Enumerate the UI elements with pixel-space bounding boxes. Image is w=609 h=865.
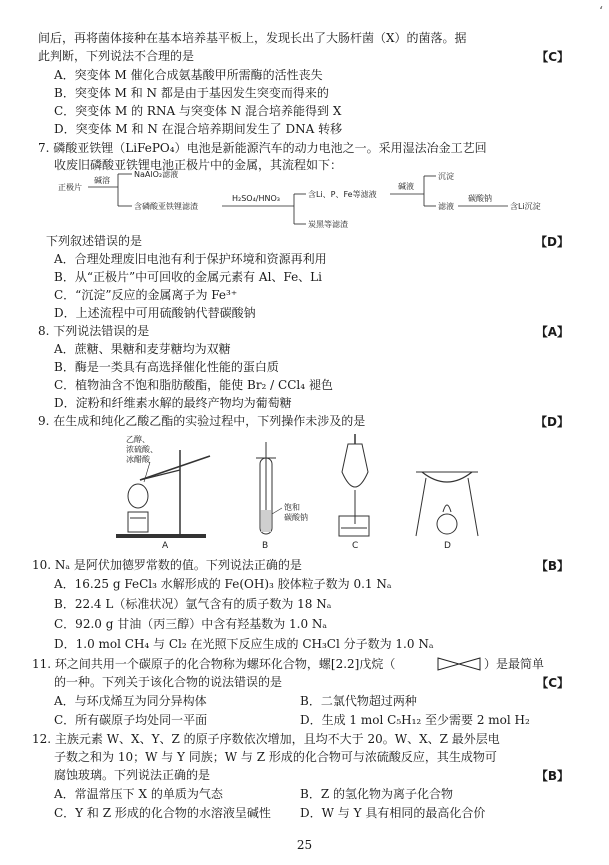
- corner-mark: ‘: [599, 4, 603, 18]
- q8-option-d: D．淀粉和纤维素水解的最终产物均为葡萄糖: [54, 396, 292, 410]
- flow-carbon: 炭黑等滤渣: [308, 220, 348, 229]
- q12-answer: 【B】: [535, 769, 569, 783]
- letter-c: C: [352, 541, 359, 550]
- flow-na2co3: 碳酸钠: [468, 194, 492, 203]
- q11-option-d: D．生成 1 mol C₅H₁₂ 至少需要 2 mol H₂: [300, 713, 530, 727]
- top-line-1: 间后，再将菌体接种在基本培养基平板上，发现长出了大肠杆菌（X）的菌落。据: [38, 31, 467, 45]
- spiropentane-structure: [436, 657, 482, 671]
- q11-option-b: B．二氯代物超过两种: [300, 694, 417, 708]
- q11-line-1a: 11. 环之间共用一个碳原子的化合物称为螺环化合物，螺[2.2]戊烷（: [32, 657, 396, 671]
- top-option-c: C．突变体 M 的 RNA 与突变体 N 混合培养能得到 X: [54, 104, 342, 118]
- q8-answer: 【A】: [535, 325, 569, 339]
- q11-line-2: 的一种。下列关于该化合物的说法错误的是: [54, 675, 283, 689]
- q7-line-2: 收废旧磷酸亚铁锂电池正极片中的金属，其流程如下：: [54, 158, 343, 172]
- flow-filter-residue: 含磷酸亚铁锂滤渣: [134, 202, 198, 211]
- flow-alkali-2: 碱液: [398, 182, 414, 191]
- flow-filtrate: 滤液: [438, 202, 454, 211]
- q8-line-1: 8. 下列说法错误的是: [38, 324, 150, 338]
- q7-option-d: D．上述流程中可用硫酸钠代替碳酸钠: [54, 306, 256, 320]
- flow-start: 正极片: [58, 183, 82, 192]
- q10-answer: 【B】: [535, 559, 569, 573]
- q12-line-1: 12. 主族元素 W、X、Y、Z 的原子序数依次增加，且均不大于 20。W、X、Z 最外层电: [32, 732, 500, 746]
- q10-option-c: C．92.0 g 甘油（丙三醇）中含有羟基数为 1.0 Nₐ: [54, 617, 328, 631]
- flow-precipitate: 沉淀: [438, 172, 454, 181]
- top-option-d: D．突变体 M 和 N 在混合培养期间发生了 DNA 转移: [54, 122, 343, 136]
- flow-li-precipitate: 含Li沉淀: [510, 202, 541, 211]
- apparatus-d: [416, 472, 478, 536]
- letter-d: D: [444, 541, 451, 550]
- q10-line-1: 10. Nₐ 是阿伏加德罗常数的值。下列说法正确的是: [32, 558, 302, 572]
- top-option-b: B．突变体 M 和 N 都是由于基因发生突变而得来的: [54, 86, 329, 100]
- q12-option-d: D．W 与 Y 具有相同的最高化合价: [300, 806, 486, 820]
- q12-line-3: 腐蚀玻璃。下列说法正确的是: [54, 768, 211, 782]
- letter-a: A: [162, 541, 169, 550]
- flow-acid: H₂SO₄/HNO₃: [232, 194, 281, 203]
- q10-option-b: B．22.4 L（标准状况）氩气含有的质子数为 18 Nₐ: [54, 597, 332, 611]
- q11-line-1b: ）是最简单: [484, 657, 545, 671]
- apparatus-a: [116, 434, 210, 538]
- q11-option-c: C．所有碳原子均处同一平面: [54, 713, 208, 727]
- top-line-2: 此判断，下列说法不合理的是: [38, 49, 195, 63]
- top-option-a: A．突变体 M 催化合成氨基酸甲所需酶的活性丧失: [54, 68, 323, 82]
- q7-process-flowchart: [56, 166, 576, 236]
- q12-option-b: B．Z 的氢化物为离子化合物: [300, 787, 453, 801]
- q11-answer: 【C】: [536, 676, 569, 690]
- letter-b: B: [262, 541, 269, 550]
- q9-line-1: 9. 在生成和纯化乙酸乙酯的实验过程中，下列操作未涉及的是: [38, 414, 366, 428]
- q9-apparatus-figure: [110, 432, 510, 550]
- q7-option-a: A．合理处理废旧电池有利于保护环境和资源再利用: [54, 252, 327, 266]
- q7-option-c: C．“沉淀”反应的金属离子为 Fe³⁺: [54, 288, 238, 302]
- label-b-1: 饱和: [284, 503, 300, 512]
- q9-answer: 【D】: [535, 415, 569, 429]
- q8-option-b: B．酶是一类具有高选择催化性能的蛋白质: [54, 360, 279, 374]
- q12-option-a: A．常温常压下 X 的单质为气态: [54, 787, 223, 801]
- q7-answer: 【D】: [535, 235, 569, 249]
- q7-question: 下列叙述错误的是: [46, 234, 143, 248]
- flow-alkali: 碱溶: [94, 176, 110, 185]
- q10-option-a: A．16.25 g FeCl₃ 水解形成的 Fe(OH)₃ 胶体粒子数为 0.1 Nₐ: [54, 577, 392, 591]
- q7-option-b: B．从“正极片”中可回收的金属元素有 Al、Fe、Li: [54, 270, 322, 284]
- q8-option-a: A．蔗糖、果糖和麦芽糖均为双糖: [54, 342, 231, 356]
- q8-option-c: C．植物油含不饱和脂肪酸酯，能使 Br₂ / CCl₄ 褪色: [54, 378, 333, 392]
- label-b-2: 碳酸钠: [284, 513, 308, 522]
- label-a-3: 冰醋酸: [126, 455, 150, 464]
- q11-option-a: A．与环戊烯互为同分异构体: [54, 694, 207, 708]
- apparatus-b: [256, 442, 308, 534]
- flow-li-p-fe: 含Li、P、Fe等滤液: [308, 190, 377, 199]
- apparatus-c: [339, 434, 369, 536]
- label-a-1: 乙醇、: [126, 435, 150, 444]
- flow-naalo2: NaAlO₂滤液: [134, 170, 179, 179]
- q12-line-2: 子数之和为 10；W 与 Y 同族；W 与 Z 形成的化合物可与浓硫酸反应，其生成物可: [54, 750, 497, 764]
- q12-option-c: C．Y 和 Z 形成的化合物的水溶液呈碱性: [54, 806, 271, 820]
- q10-option-d: D．1.0 mol CH₄ 与 Cl₂ 在光照下反应生成的 CH₃Cl 分子数为 1.0 Nₐ: [54, 637, 434, 651]
- page-number: 25: [296, 838, 313, 852]
- top-answer: 【C】: [536, 50, 569, 64]
- label-a-2: 浓硫酸、: [126, 445, 158, 454]
- q7-line-1: 7. 磷酸亚铁锂（LiFePO₄）电池是新能源汽车的动力电池之一。采用湿法冶金工艺回: [38, 141, 487, 155]
